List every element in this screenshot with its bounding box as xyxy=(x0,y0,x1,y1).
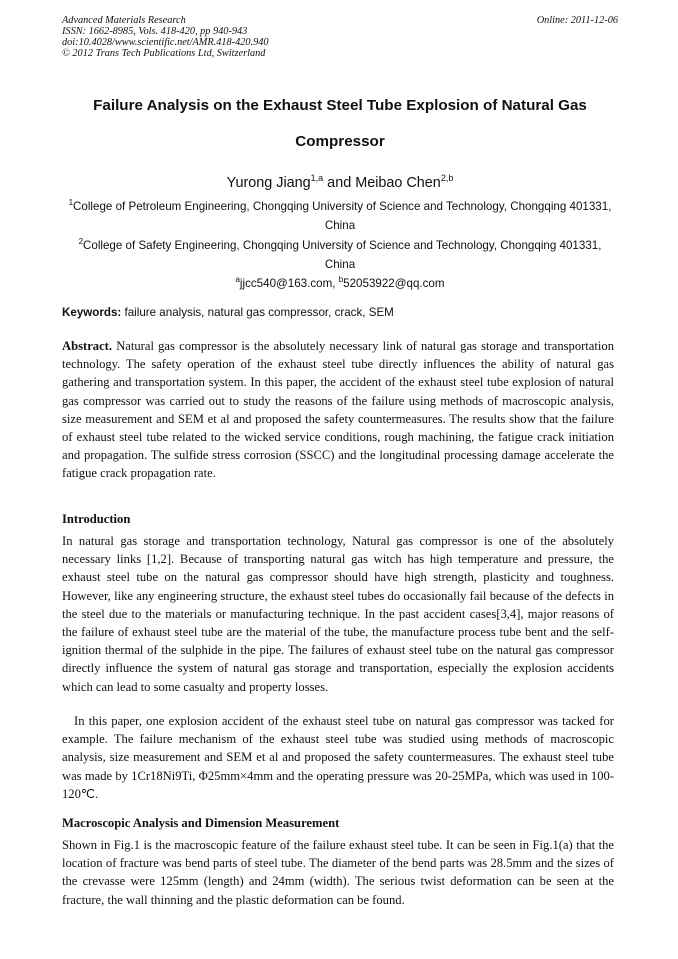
online-date: Online: 2011-12-06 xyxy=(536,15,618,26)
abstract xyxy=(62,337,614,483)
affiliation-marker: 2 xyxy=(78,237,84,246)
doi-line: doi:10.4028/www.scientific.net/AMR.418-420.940 xyxy=(62,37,269,48)
keywords xyxy=(62,305,618,321)
paragraph: Shown in Fig.1 is the macroscopic feature of the failure exhaust steel tube. It can be seen in Fig.1(a) that the location of fracture was bend parts of steel tube. The diameter of the bend parts was 28.5mm and the sizes of the crevasse were 125mm (length) and 24mm (width). The serious twist deformation can be seen at the fracture, the wall thinning and the plastic deformation can be found. xyxy=(62,838,614,907)
issn-line: ISSN: 1662-8985, Vols. 418-420, pp 940-943 xyxy=(62,26,248,37)
affiliation xyxy=(62,232,618,274)
affiliation-text: College of Safety Engineering, Chongqing University of Science and Technology, Chongqing 401331, China xyxy=(83,238,602,271)
section-heading-introduction: Introduction xyxy=(62,512,131,526)
abstract-label: Abstract. xyxy=(62,339,113,353)
section-heading-macroscopic: Macroscopic Analysis and Dimension Measurement xyxy=(62,816,340,830)
paragraph: In natural gas storage and transportation technology, Natural gas compressor is one of the absolutely necessary links [1,2]. Because of transporting natural gas witch has high temperature and pressure, the exhaust steel tube on the natural gas compressor should have high strength, plasticity and toughness. However, like any engineering structure, the exhaust steel tubes do occasionally fail because of the defects in the steel due to the materials or manufacturing technique. In the past accident cases[3,4], major reasons of the failure of exhaust steel tube are the material of the tube, the manufacture process tube bent and the self-ignition thermal of the sulphide in the pipe. The failures of exhaust steel tube on the natural gas compressor directly influence the system of natural gas storage and transportation, especially the explosion accidents which can lead to some casualty and property losses. xyxy=(62,534,614,694)
paper-title xyxy=(62,88,618,160)
affiliation xyxy=(62,193,618,235)
author-superscript: 2,b xyxy=(440,173,454,183)
journal-name: Advanced Materials Research xyxy=(62,15,186,26)
keywords-text: failure analysis, natural gas compressor, crack, SEM xyxy=(121,306,394,319)
author-conjunction: and xyxy=(323,174,356,191)
paragraph: In this paper, one explosion accident of the exhaust steel tube on natural gas compressor was tacked for example. The failure mechanism of the exhaust steel tube was studied using methods of macroscopic analysis, size measurement and SEM et al and proposed the safety countermeasures. The exhaust steel tube was made by 1Cr18Ni9Ti, Φ25mm×4mm and the operating pressure was 20-25MPa, which was used in 100-120℃. xyxy=(62,714,614,801)
author-emails xyxy=(62,272,618,292)
affiliation-marker: 1 xyxy=(68,198,74,207)
keywords-label: Keywords: xyxy=(62,306,122,319)
email-address: jjcc540@163.com, xyxy=(239,276,339,290)
author-list xyxy=(62,168,618,193)
author-name: Meibao Chen xyxy=(355,174,441,191)
abstract-text: Natural gas compressor is the absolutely necessary link of natural gas storage and transportation technology. The safety operation of the exhaust steel tube directly influences the ability of natural gas gathering and transportation system. In this paper, the accident of the exhaust steel tube explosion of natural gas compressor was carried out to study the reasons of the failure using methods of macroscopic analysis, size measurement and SEM et al and proposed the safety countermeasures. The results show that the failure of exhaust steel tube related to the wicked service conditions, rough machining, the fatigue crack initiation and propagation. The sulfide stress corrosion (SSCC) and the longitudinal processing damage accelerate the fatigue crack propagation rate. xyxy=(62,339,614,481)
email-marker: a xyxy=(235,275,240,284)
author-superscript: 1,a xyxy=(310,173,324,183)
email-address: 52053922@qq.com xyxy=(343,276,445,290)
email-marker: b xyxy=(338,275,344,284)
copyright-line: © 2012 Trans Tech Publications Ltd, Switzerland xyxy=(62,48,266,59)
title-line-1: Failure Analysis on the Exhaust Steel Tube Explosion of Natural Gas xyxy=(93,97,587,114)
title-line-2: Compressor xyxy=(295,133,385,150)
journal-header xyxy=(62,15,618,59)
affiliation-text: College of Petroleum Engineering, Chongqing University of Science and Technology, Chongqing 401331, China xyxy=(73,199,612,232)
author-name: Yurong Jiang xyxy=(226,174,311,191)
